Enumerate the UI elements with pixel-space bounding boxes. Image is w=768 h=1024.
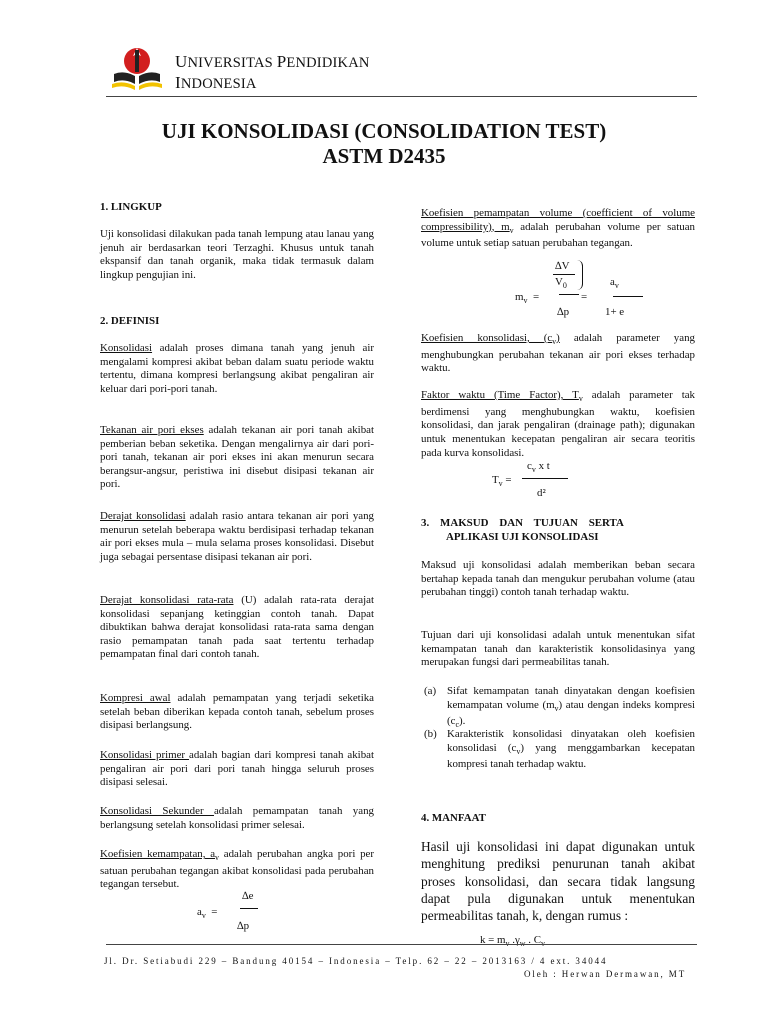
list-item-a: (a) Sifat kemampatan tanah dinyatakan dengan koefisien kemampatan volume $(m_v)$ atau dengan indeks kompresi $(c_c)$. xyxy=(424,685,695,730)
footer-rule xyxy=(106,944,697,945)
definition-faktor-waktu: Faktor waktu (Time Factor), $T_v$ adalah parameter tak berdimensi yang menghubungkan waktu, koefisien konsolidasi, dan jarak pengaliran (drainage path); digunakan untuk menentukan kecepatan pengaliran air secara teoritis pada kurva konsolidasi. xyxy=(421,389,695,459)
header-rule xyxy=(106,96,697,97)
definition-koefisien-kemampatan: Koefisien kemampatan, $a_v$ adalah perubahan angka pori per satuan perubahan tegangan akibat konsolidasi pada perubahan tegangan tersebut. xyxy=(100,848,374,891)
section-maksud-p2: Tujuan dari uji konsolidasi adalah untuk menentukan sifat kemampatan tanah dan karakteristik konsolidasinya yang merupakan fungsi dari permeabilitas tanah. xyxy=(421,629,695,669)
definition-derajat-konsolidasi: Derajat konsolidasi adalah rasio antara tekanan air pori yang menurun setelah beberapa waktu berdisipasi terhadap tekanan air pori ekses mula – mula selama proses konsolidasi. Disebut juga sebagai persentase disipasi tekanan air pori. xyxy=(100,510,374,563)
equation-k: $k = m_v$ $.\gamma_w$ . $C_v$ xyxy=(480,934,545,949)
definition-konsolidasi-sekunder: Konsolidasi Sekunder adalah pemampatan tanah yang berlangsung setelah konsolidasi primer selesai. xyxy=(100,805,374,831)
equation-mv: ∆V $V_0$ $a_v$ $m_v$ = = ∆p 1+ e xyxy=(515,260,655,324)
section-lingkup-heading: 1. LINGKUP xyxy=(100,201,162,213)
footer-author: Oleh : Herwan Dermawan, MT xyxy=(524,969,687,979)
section-manfaat-heading: 4. MANFAAT xyxy=(421,812,486,824)
definition-tekanan-air-pori: Tekanan air pori ekses adalah tekanan air pori tanah akibat pemberian beban seketika. Dengan mengalirnya air dari pori-pori tanah, tekanan air pori ekses ini akan menurun secara berangsur-angsur, peristiwa ini disebut disipasi tekanan air pori. xyxy=(100,424,375,491)
section-lingkup-body: Uji konsolidasi dilakukan pada tanah lempung atau lanau yang jenuh air berdasarkan teori Terzaghi. Khusus untuk tanah ekspansif dan tanah organik, maka tidak termasuk dalam lingkup pengujian ini. xyxy=(100,228,374,281)
university-logo xyxy=(110,44,164,94)
list-item-b: (b) Karakteristik konsolidasi dinyatakan oleh koefisien konsolidasi $(c_v)$ yang menggambarkan kecepatan kompresi tanah terhadap waktu. xyxy=(424,728,695,771)
definition-konsolidasi: Konsolidasi adalah proses dimana tanah yang jenuh air mengalami kompresi akibat beban dalam suatu periode waktu tertentu, dimana kompresi berlangsung akibat pengaliran air keluar dari pori-pori tanah. xyxy=(100,342,374,395)
university-name: UNIVERSITAS PENDIDIKAN INDONESIA xyxy=(175,52,370,92)
section-manfaat-body: Hasil uji konsolidasi ini dapat digunakan untuk menghitung prediksi penurunan tanah akibat proses konsolidasi, dan secara tidak langsung dapat pula digunakan untuk menentukan permeabilitas tanah, k, dengan rumus : xyxy=(421,839,695,924)
section-maksud-heading: 3. MAKSUD DAN TUJUAN SERTA APLIKASI UJI KONSOLIDASI xyxy=(421,517,624,543)
definition-derajat-rata-rata: Derajat konsolidasi rata-rata (U) adalah rata-rata derajat konsolidasi sepanjang ketinggian contoh tanah. Dapat dibuktikan bahwa derajat konsolidasi rata-rata sama dengan rasio pemampatan tanah pada saat tertentu terhadap pemampatan final dari contoh tanah. xyxy=(100,594,375,661)
definition-koefisien-konsolidasi: Koefisien konsolidasi, $(c_v)$ adalah parameter yang menghubungkan perubahan tekanan air pori ekses terhadap waktu. xyxy=(421,332,695,375)
definition-kompresi-awal: Kompresi awal adalah pemampatan yang terjadi seketika setelah beban diberikan kepada contoh tanah, sebelum proses disipasi berlangsung. xyxy=(100,692,375,732)
section-maksud-p1: Maksud uji konsolidasi adalah memberikan beban secara bertahap kepada tanah dan mengukur perubahan volume (atau perubahan tinggi) contoh tanah terhadap waktu. xyxy=(421,559,695,599)
equation-av: ∆e $a_v$ = ∆p xyxy=(197,890,277,938)
equation-tv: $c_v$ x t $T_v$ = d² xyxy=(492,460,582,502)
page-title: UJI KONSOLIDASI (CONSOLIDATION TEST) ASTM D2435 xyxy=(161,119,607,168)
section-definisi-heading: 2. DEFINISI xyxy=(100,315,160,327)
footer-address: Jl. Dr. Setiabudi 229 – Bandung 40154 – Indonesia – Telp. 62 – 22 – 2013163 / 4 ext. 34044 xyxy=(104,956,608,966)
definition-konsolidasi-primer: Konsolidasi primer adalah bagian dari kompresi tanah akibat pengaliran air pori dari pori tanah hingga seluruh proses disipasi selesai. xyxy=(100,749,374,789)
definition-koefisien-pemampatan-volume: Koefisien pemampatan volume (coefficient of volume compressibility), $m_v$ adalah perubahan volume per satuan volume untuk setiap satuan perubahan tegangan. xyxy=(421,207,696,250)
